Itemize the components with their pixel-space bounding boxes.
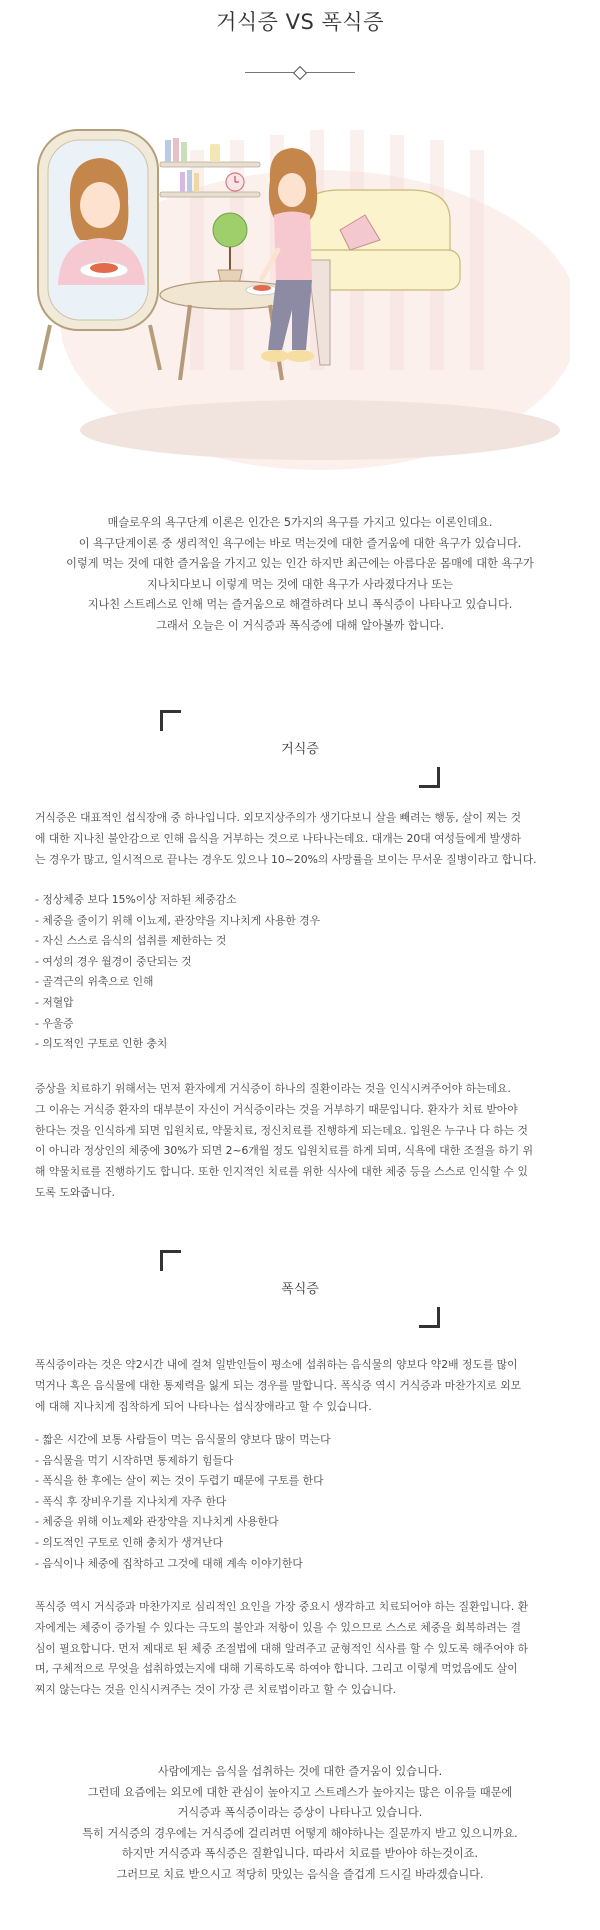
diamond-ornament: [293, 66, 307, 80]
paragraph-line: 먹거나 혹은 음식물에 대한 통제력을 잃게 되는 경우를 말합니다. 폭식증 역시 거식증과 마찬가지로 외모: [35, 1378, 522, 1392]
bulimia-paragraph-1: [35, 1355, 570, 1417]
outro-line: 그러므로 치료 받으시고 적당히 맛있는 음식을 즐겁게 드시길 바라겠습니다.: [116, 1867, 484, 1881]
list-item: - 여성의 경우 월경이 중단되는 것: [35, 954, 192, 968]
list-item: - 우울증: [35, 1016, 74, 1030]
outro-line: 그런데 요즘에는 외모에 대한 관심이 높아지고 스트레스가 높아지는 많은 이유들 때문에: [87, 1785, 513, 1799]
bulimia-heading-box: [160, 1250, 440, 1328]
bracket-bottom-right: [419, 1307, 440, 1328]
paragraph-line: 에 대한 지나친 불안감으로 인해 음식을 거부하는 것으로 나타나는데요. 대개는 20대 여성들에게 발생하: [35, 831, 521, 845]
anorexia-paragraph-1: [35, 808, 570, 870]
list-item: - 짧은 시간에 보통 사람들이 먹는 음식물의 양보다 많이 먹는다: [35, 1433, 331, 1446]
bulimia-paragraph-2: [35, 1597, 570, 1701]
list-item: - 자신 스스로 음식의 섭취를 제한하는 것: [35, 934, 227, 948]
list-item: - 체중을 줄이기 위해 이뇨제, 관장약을 지나치게 사용한 경우: [35, 913, 321, 927]
bracket-top-left: [160, 1250, 181, 1271]
intro-line: 지나치다보니 이렇게 먹는 것에 대한 욕구가 사라졌다거나 또는: [147, 577, 453, 591]
intro-line: 이 욕구단계이론 중 생리적인 욕구에는 바로 먹는것에 대한 즐거움에 대한 욕구가 있습니다.: [78, 536, 522, 550]
list-item: - 체중을 위해 이뇨제와 관장약을 지나치게 사용한다: [35, 1515, 279, 1529]
paragraph-line: 며, 구체적으로 무엇을 섭취하였는지에 대해 기록하도록 하여야 합니다. 그리고 이렇게 먹었음에도 살이: [35, 1662, 518, 1676]
page-title: 거식증 VS 폭식증: [216, 10, 384, 34]
list-item: - 음식물을 먹기 시작하면 통제하기 힘들다: [35, 1453, 234, 1467]
list-item: - 음식이나 체중에 집착하고 그것에 대해 계속 이야기한다: [35, 1556, 303, 1570]
anorexia-paragraph-2: [35, 1079, 570, 1204]
bracket-bottom-right: [419, 767, 440, 788]
bulimia-symptom-list: [35, 1430, 570, 1574]
intro-section: [20, 513, 580, 637]
anorexia-heading: 거식증: [281, 742, 319, 757]
outro-line: 하지만 거식증과 폭식증은 질환입니다. 따라서 치료를 받아야 하는것이죠.: [121, 1847, 479, 1861]
intro-line: 매슬로우의 욕구단계 이론은 인간은 5가지의 욕구를 가지고 있다는 이론인데요.: [107, 516, 493, 529]
list-item: - 의도적인 구토로 인해 충치가 생겨난다: [35, 1535, 223, 1549]
title-divider: [245, 68, 355, 78]
intro-line: 이렇게 먹는 것에 대한 즐거움을 가지고 있는 인간 하지만 최근에는 아름다운 몸매에 대한 욕구가: [66, 557, 534, 571]
illustration-mirror-dieting-woman: [30, 110, 570, 470]
paragraph-line: 그 이유는 거식증 환자의 대부분이 자신이 거식증이라는 것을 거부하기 때문입니다. 환자가 치료 받아야: [35, 1102, 518, 1116]
paragraph-line: 도록 도와줍니다.: [35, 1185, 115, 1199]
floor-shadow: [80, 400, 560, 460]
list-item: - 정상체중 보다 15%이상 저하된 체중감소: [35, 893, 237, 906]
bulimia-heading: 폭식증: [281, 1282, 319, 1297]
paragraph-line: 이 아니라 정상인의 체중에 30%가 되면 2~6개월 정도 입원치료를 하게 되며, 식욕에 대한 조절을 하기 위: [35, 1144, 534, 1158]
intro-line: 그래서 오늘은 이 거식증과 폭식증에 대해 알아볼까 합니다.: [156, 618, 444, 632]
anorexia-heading-box: [160, 710, 440, 788]
bracket-top-left: [160, 710, 181, 731]
list-item: - 의도적인 구토로 인한 충치: [35, 1037, 168, 1051]
list-item: - 폭식 후 장비우기를 지나치게 자주 한다: [35, 1494, 227, 1508]
anorexia-symptom-list: [35, 890, 570, 1055]
list-item: - 저혈압: [35, 995, 74, 1009]
list-item: - 폭식을 한 후에는 살이 찌는 것이 두렵기 때문에 구토를 한다: [35, 1474, 324, 1488]
paragraph-line: 폭식증 역시 거식증과 마찬가지로 심리적인 요인을 가장 중요시 생각하고 치료되어야 하는 질환입니다. 환: [35, 1600, 529, 1613]
paragraph-line: 거식증은 대표적인 섭식장애 중 하나입니다. 외모지상주의가 생기다보니 살을 빼려는 행동, 살이 찌는 것: [35, 811, 522, 824]
paragraph-line: 폭식증이라는 것은 약2시간 내에 걸쳐 일반인들이 평소에 섭취하는 음식물의 양보다 약2배 정도를 많이: [35, 1358, 518, 1371]
paragraph-line: 자에게는 체중이 증가될 수 있다는 극도의 불안과 저항이 있을 수 있으므로 스스로 체중을 회복하려는 결: [35, 1620, 522, 1634]
intro-line: 지나친 스트레스로 인해 먹는 즐거움으로 해결하려다 보니 폭식증이 나타나고 있습니다.: [87, 598, 513, 612]
outro-line: 사람에게는 음식을 섭취하는 것에 대한 즐거움이 있습니다.: [157, 1765, 443, 1778]
list-item: - 골격근의 위축으로 인해: [35, 975, 154, 989]
paragraph-line: 는 경우가 많고, 일시적으로 끝나는 경우도 있으나 10~20%의 사망률을 보이는 무서운 질병이라고 합니다.: [35, 852, 537, 866]
paragraph-line: 해 약물치료를 진행하기도 합니다. 또한 인지적인 치료를 위한 식사에 대한 체중 등을 스스로 인식할 수 있: [35, 1165, 528, 1179]
paragraph-line: 증상을 치료하기 위해서는 먼저 환자에게 거식증이 하나의 질환이라는 것을 인식시켜주어야 하는데요.: [35, 1082, 511, 1095]
outro-line: 특히 거식증의 경우에는 거식증에 걸리려면 어떻게 해야하나는 질문까지 받고 있으니까요.: [82, 1826, 518, 1840]
paragraph-line: 찌지 않는다는 것을 인식시켜주는 것이 가장 큰 치료법이라고 할 수 있습니다.: [35, 1683, 397, 1697]
paragraph-line: 한다는 것을 인식하게 되면 입원치료, 약물치료, 정신치료를 진행하게 되는데요. 입원은 누구나 다 하는 것: [35, 1123, 528, 1137]
outro-section: [20, 1762, 580, 1886]
outro-line: 거식증과 폭식증이라는 증상이 나타나고 있습니다.: [177, 1806, 423, 1820]
paragraph-line: 에 대해 지나치게 집착하게 되어 나타나는 섭식장애라고 할 수 있습니다.: [35, 1399, 372, 1413]
paragraph-line: 심이 필요합니다. 먼저 제대로 된 체중 조절법에 대해 알려주고 균형적인 식사를 할 수 있도록 해주어야 하: [35, 1641, 528, 1655]
